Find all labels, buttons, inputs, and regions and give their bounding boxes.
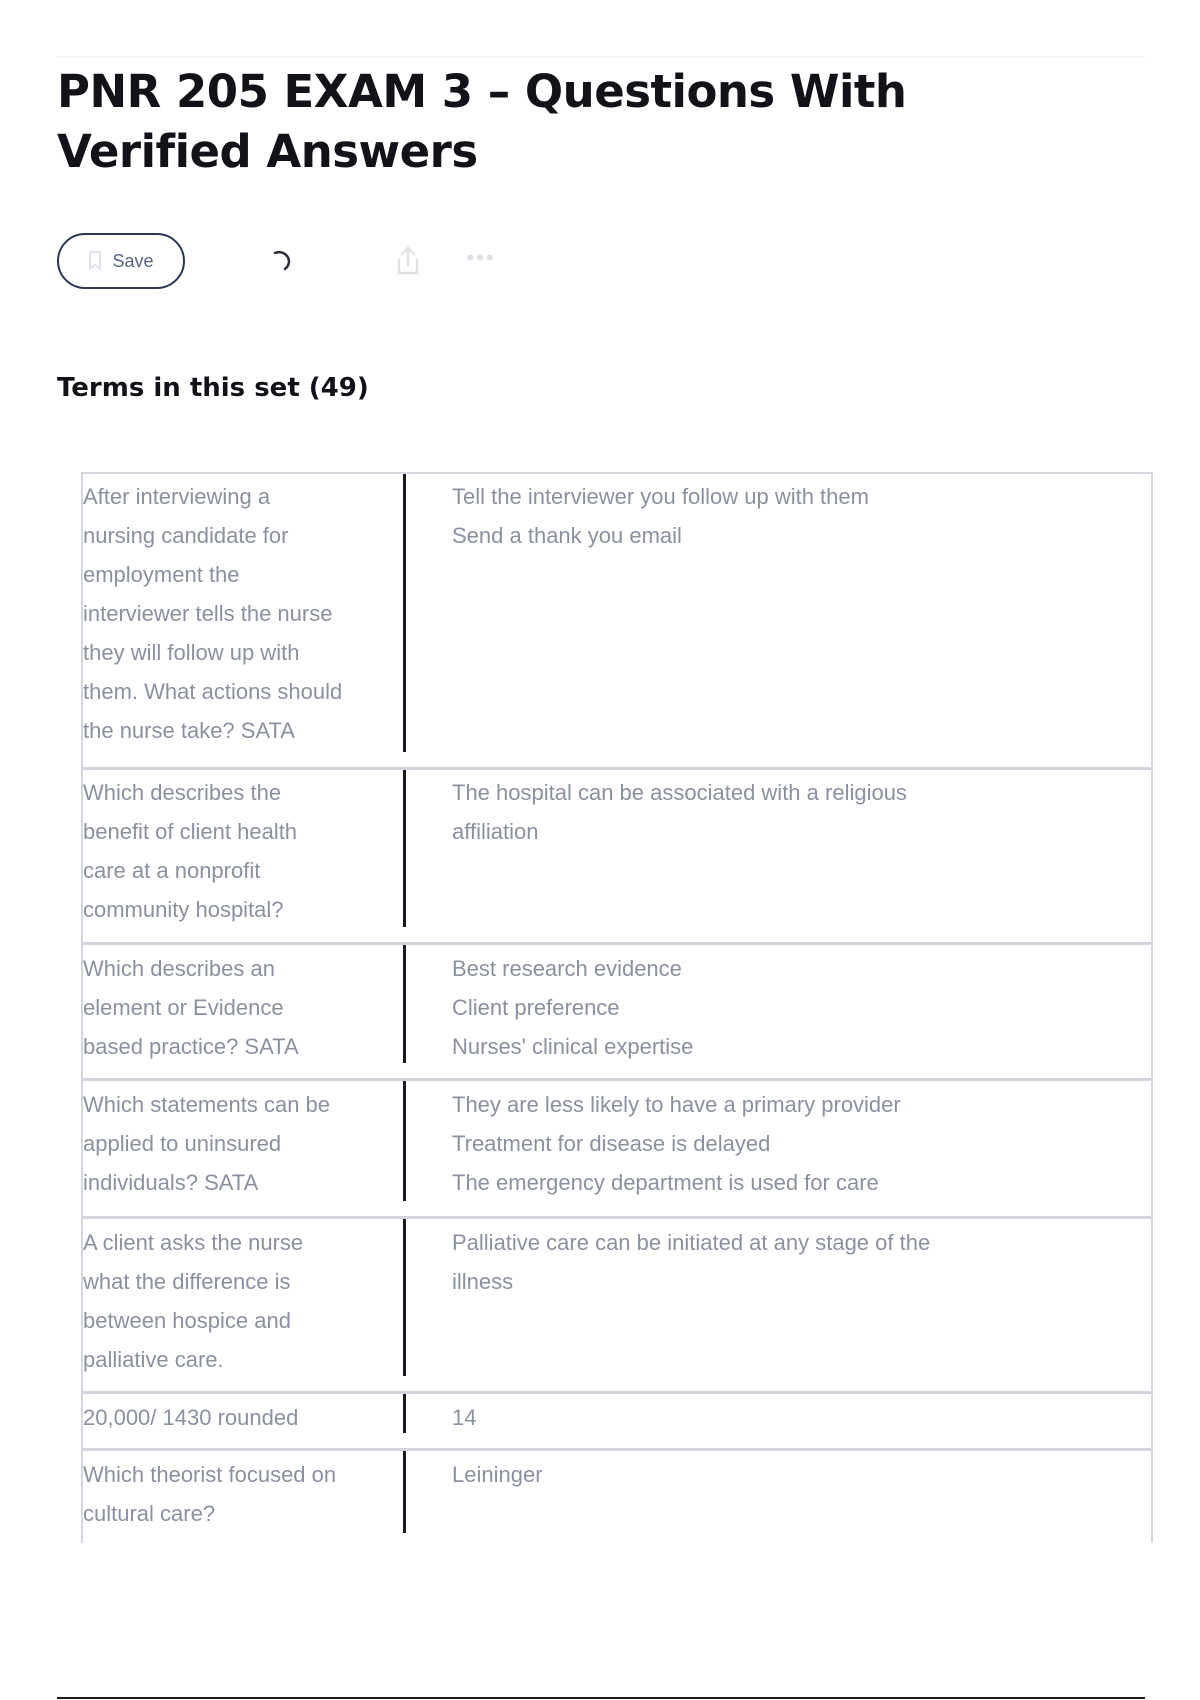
top-divider — [57, 56, 1145, 57]
column-divider — [403, 1394, 406, 1433]
term-row[interactable] — [83, 1081, 1151, 1219]
term-text: After interviewing a nursing candidate for employment the interviewer tells the nurse they will follow up with them. What actions should the nurse take? SATA — [83, 484, 343, 743]
definition-text: 14 — [452, 1405, 477, 1430]
column-divider — [403, 770, 406, 927]
definition-text: Palliative care can be initiated at any stage of the illness — [452, 1230, 931, 1294]
share-icon[interactable] — [393, 245, 423, 277]
column-divider — [403, 474, 406, 752]
loading-spinner-icon — [267, 247, 295, 275]
column-divider — [403, 1081, 406, 1201]
bottom-divider — [57, 1697, 1145, 1699]
term-text: Which theorist focused on cultural care? — [83, 1462, 337, 1526]
save-label: Save — [112, 250, 154, 271]
definition-text: They are less likely to have a primary provider Treatment for disease is delayed The emergency department is used for care — [452, 1092, 901, 1195]
more-options-icon[interactable]: ••• — [466, 245, 496, 270]
term-row[interactable] — [83, 1219, 1151, 1394]
term-row[interactable] — [83, 1451, 1151, 1543]
terms-heading: Terms in this set (49) — [57, 373, 369, 403]
term-text: Which describes an element or Evidence based practice? SATA — [83, 956, 299, 1059]
definition-text: Tell the interviewer you follow up with them Send a thank you email — [452, 484, 869, 548]
term-row[interactable] — [83, 770, 1151, 945]
term-row[interactable] — [83, 945, 1151, 1081]
term-text: Which statements can be applied to uninsured individuals? SATA — [83, 1092, 331, 1195]
bookmark-icon — [88, 251, 102, 271]
term-text: Which describes the benefit of client health care at a nonprofit community hospital? — [83, 780, 298, 922]
definition-text: The hospital can be associated with a religious affiliation — [452, 780, 907, 844]
term-row[interactable] — [83, 1394, 1151, 1451]
save-button[interactable] — [57, 233, 185, 289]
definition-text: Best research evidence Client preference Nurses' clinical expertise — [452, 956, 694, 1059]
terms-table — [81, 472, 1153, 1543]
page-title: PNR 205 EXAM 3 – Questions With Verified Answers — [57, 65, 907, 178]
column-divider — [403, 1219, 406, 1376]
term-row[interactable] — [83, 474, 1151, 770]
term-text: A client asks the nurse what the difference is between hospice and palliative care. — [83, 1230, 304, 1372]
definition-text: Leininger — [452, 1462, 543, 1487]
column-divider — [403, 1451, 406, 1533]
term-text: 20,000/ 1430 rounded — [83, 1405, 299, 1430]
column-divider — [403, 945, 406, 1063]
